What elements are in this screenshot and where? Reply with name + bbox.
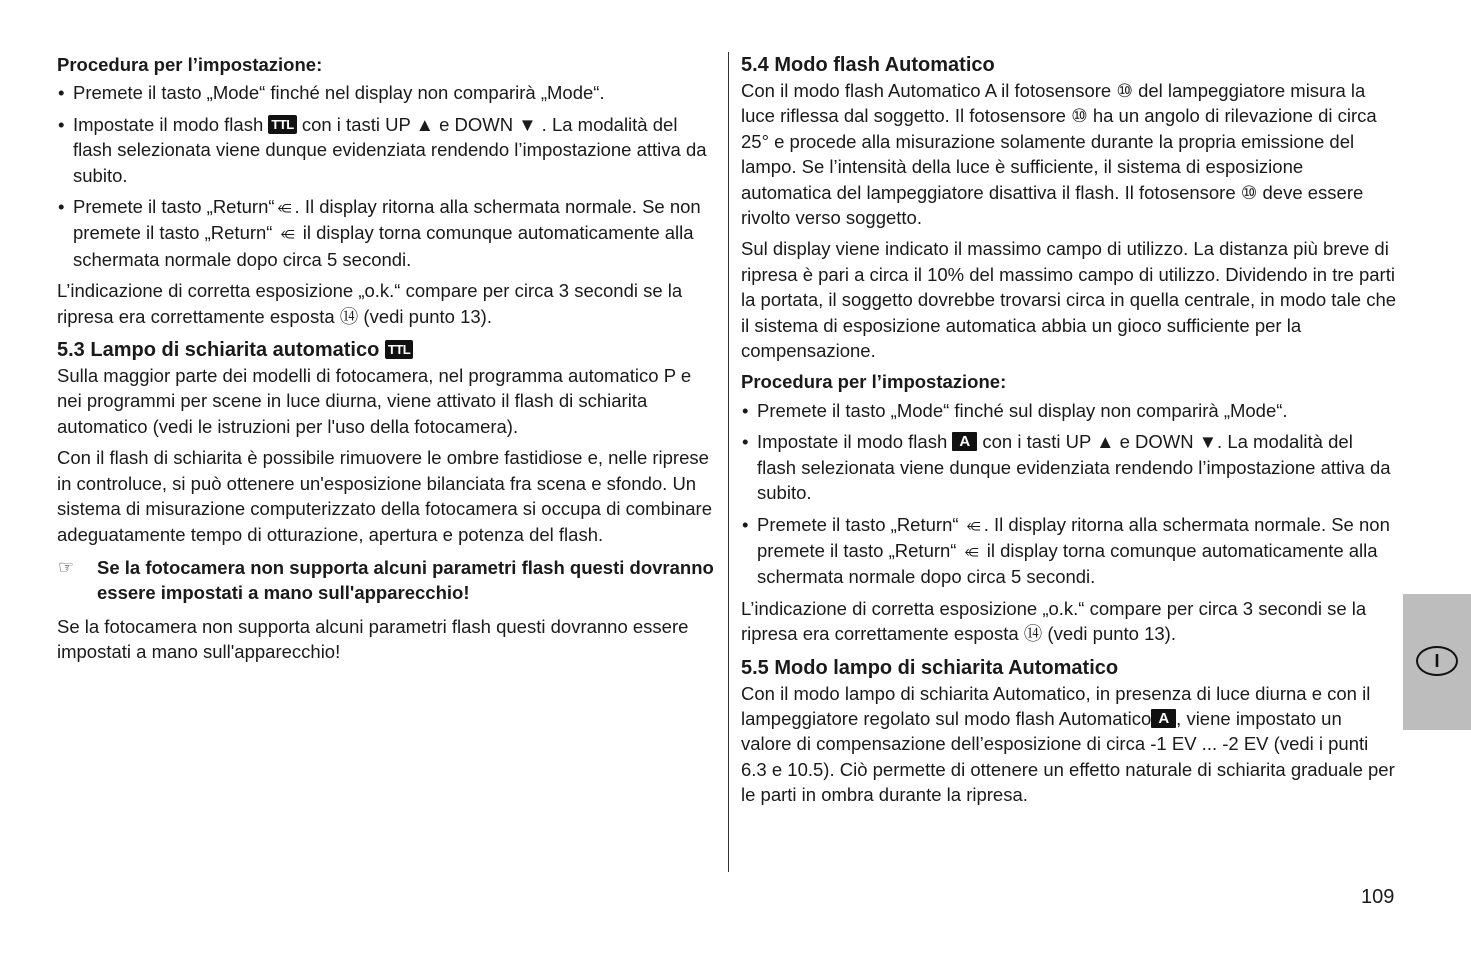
ttl-badge: TTL: [385, 340, 413, 359]
paragraph: Con il modo lampo di schiarita Automatico, in presenza di luce diurna e con il lampeggiatore regolato sul modo flash Automatico A , viene impostato un valore di compensazione dell’esposizione di circa -1 EV ... -2 EV (vedi i punti 6.3 e 10.5). Ciò permette di ottenere un effetto naturale di schiarita graduale per le parti in ombra durante la ripresa.: [741, 682, 1395, 806]
column-divider: [728, 52, 729, 872]
note: ☞ Se la fotocamera non supporta alcuni parametri flash questi dovranno essere impostati a mano sull'apparecchio!: [58, 556, 714, 604]
auto-mode-badge: A: [952, 432, 977, 451]
left-column: [57, 52, 717, 671]
section-heading-5-5: 5.5 Modo lampo di schiarita Automatico: [741, 656, 1119, 679]
language-letter: I: [1416, 646, 1458, 676]
return-arrow-icon: ⥺: [277, 198, 292, 218]
pointing-hand-icon: ☞: [58, 556, 75, 577]
list-item: • Premete il tasto „Mode“ finché nel display non comparirà „Mode“.: [57, 80, 717, 105]
paragraph: Sulla maggior parte dei modelli di fotocamera, nel programma automatico P e nei programmi per scene in luce diurna, viene attivato il flash di schiarita automatico (vedi le istruzioni per l'uso della fotocamera).: [57, 365, 692, 437]
paragraph: L’indicazione di corretta esposizione „o.k.“ compare per circa 3 secondi se la ripresa era correttamente esposta ⑭ (vedi punto 13).: [741, 597, 1367, 645]
list-item: • Premete il tasto „Return“ ⥺ . Il display ritorna alla schermata normale. Se non premete il tasto „Return“ ⥺ il display torna comunque automaticamente alla schermata normale dopo circa 5 secondi.: [741, 512, 1397, 590]
list-item: • Impostate il modo flash A con i tasti UP ▲ e DOWN ▼. La modalità del flash selezionata viene dunque evidenziata rendendo l’impostazione attiva da subito.: [741, 429, 1397, 505]
procedure-label: Procedura per l’impostazione:: [741, 371, 1007, 393]
list-item: • Premete il tasto „Return“ ⥺ . Il display ritorna alla schermata normale. Se non premete il tasto „Return“ ⥺ il display torna comunque automaticamente alla schermata normale dopo circa 5 secondi.: [57, 194, 717, 272]
list-item: • Premete il tasto „Mode“ finché sul display non comparirà „Mode“.: [741, 398, 1397, 423]
page-number: 109: [1361, 886, 1395, 908]
auto-mode-badge: A: [1151, 709, 1176, 728]
ttl-badge: TTL: [268, 115, 296, 134]
paragraph: L’indicazione di corretta esposizione „o.k.“ compare per circa 3 secondi se la ripresa era correttamente esposta ⑭ (vedi punto 13).: [57, 280, 683, 327]
right-column: [741, 52, 1397, 814]
return-arrow-icon: ⥺: [966, 515, 981, 535]
return-arrow-icon: ⥺: [964, 541, 979, 561]
paragraph: Con il modo flash Automatico A il fotosensore ⑩ del lampeggiatore misura la luce riflessa dal soggetto. Il fotosensore ⑩ ha un angolo di rilevazione di circa 25° e procede alla misurazione solamente durante la propria emissione del lampo. Se l’intensità della luce è sufficiente, il sistema di esposizione automatica del lampeggiatore disattiva il flash. Il fotosensore ⑩ deve essere rivolto verso soggetto.: [741, 80, 1377, 229]
paragraph: Con il flash di schiarita è possibile rimuovere le ombre fastidiose e, nelle riprese in controluce, si può ottenere un'esposizione bilanciata fra scena e sfondo. Un sistema di misurazione computerizzato della fotocamera si occupa di combinare adeguatamente tempo di otturazione, apertura e potenza del flash.: [57, 447, 712, 545]
section-heading-5-4: 5.4 Modo flash Automatico: [741, 54, 995, 76]
list-item: • Impostate il modo flash TTL con i tasti UP ▲ e DOWN ▼ . La modalità del flash selezionata viene dunque evidenziata rendendo l’impostazione attiva da subito.: [57, 112, 717, 188]
section-heading-5-3: 5.3 Lampo di schiarita automatico TTL: [57, 337, 717, 363]
paragraph: Se la fotocamera non supporta alcuni parametri flash questi dovranno essere impostati a mano sull'apparecchio!: [57, 615, 689, 663]
language-tab: [1403, 594, 1471, 730]
procedure-label: Procedura per l’impostazione:: [57, 54, 323, 75]
return-arrow-icon: ⥺: [280, 224, 295, 244]
paragraph: Sul display viene indicato il massimo campo di utilizzo. La distanza più breve di ripresa è pari a circa il 10% del massimo campo di utilizzo. Dividendo in tre parti la portata, il soggetto dovrebbe trovarsi circa in quella centrale, in modo tale che il sistema di esposizione automatica abbia un gioco sufficiente per la compensazione.: [741, 238, 1397, 362]
